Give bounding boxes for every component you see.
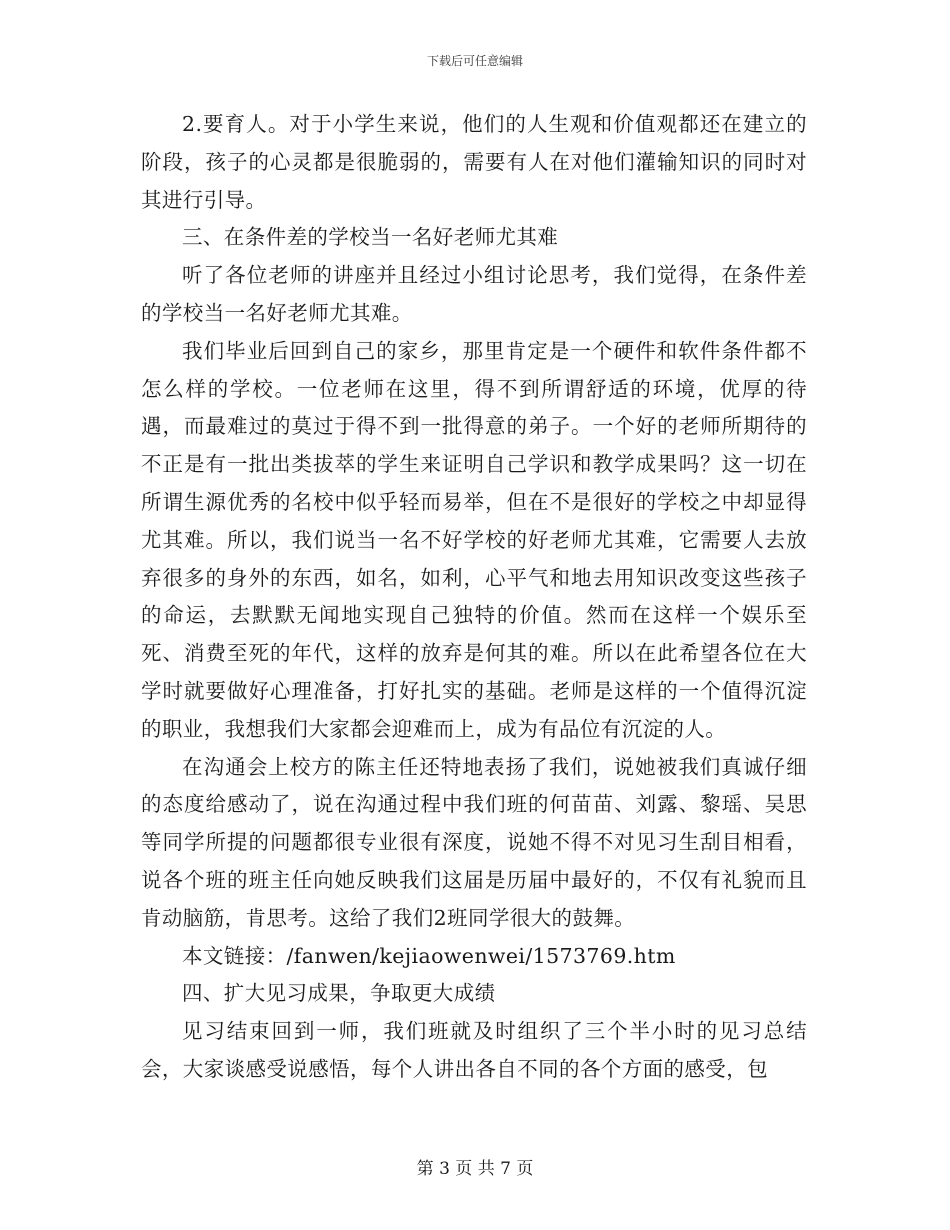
paragraph-lectures: 听了各位老师的讲座并且经过小组讨论思考，我们觉得，在条件差的学校当一名好老师尤其难。 [141,263,807,325]
document-body [141,106,807,1089]
section-heading-3: 三、在条件差的学校当一名好老师尤其难 [182,225,559,250]
section-heading-4: 四、扩大见习成果，争取更大成绩 [182,981,496,1006]
paragraph-hometown: 我们毕业后回到自己的家乡，那里肯定是一个硬件和软件条件都不怎么样的学校。一位老师在这里，得不到所谓舒适的环境，优厚的待遇，而最难过的莫过于得不到一批得意的弟子。一个好的老师所期待的不正是有一批出类拔萃的学生来证明自己学识和教学成果吗？这一切在所谓生源优秀的名校中似乎轻而易举，但在不是很好的学校之中却显得尤其难。所以，我们说当一名不好学校的好老师尤其难，它需要人去放弃很多的身外的东西，如名，如利，心平气和地去用知识改变这些孩子的命运，去默默无闻地实现自己独特的价值。然而在这样一个娱乐至死、消费至死的年代，这样的放弃是何其的难。所以在此希望各位在大学时就要做好心理准备，打好扎实的基础。老师是这样的一个值得沉淀的职业，我想我们大家都会迎难而上，成为有品位有沉淀的人。 [141,338,807,741]
page-number: 第 3 页 共 7 页 [416,1159,534,1179]
paragraph-meeting: 在沟通会上校方的陈主任还特地表扬了我们，说她被我们真诚仔细的态度给感动了，说在沟通过程中我们班的何苗苗、刘露、黎瑶、吴思等同学所提的问题都很专业很有深度，说她不得不对见习生刮目相看，说各个班的班主任向她反映我们这届是历届中最好的，不仅有礼貌而且肯动脑筋，肯思考。这给了我们2班同学很大的鼓舞。 [141,754,807,930]
paragraph-summary: 见习结束回到一师，我们班就及时组织了三个半小时的见习总结会，大家谈感受说感悟，每个人讲出各自不同的各个方面的感受，包 [141,1019,807,1081]
paragraph-educate: 2.要育人。对于小学生来说，他们的人生观和价值观都还在建立的阶段，孩子的心灵都是很脆弱的，需要有人在对他们灌输知识的同时对其进行引导。 [141,112,807,212]
article-link: 本文链接：/fanwen/kejiaowenwei/1573769.htm [182,943,676,968]
page-header: 下载后可任意编辑 [426,54,523,68]
